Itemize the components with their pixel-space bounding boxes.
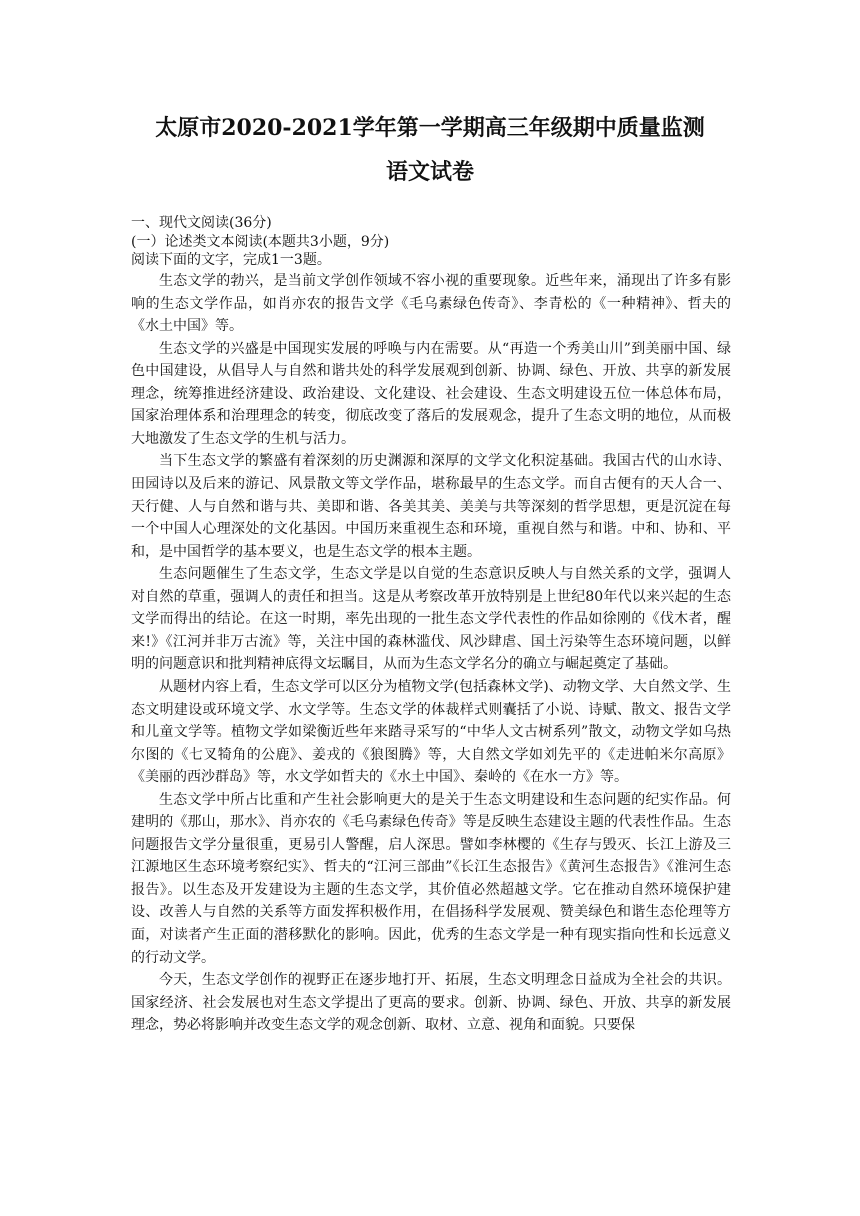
document-body [131, 214, 731, 1037]
section-heading: 一、现代文阅读(36分) [131, 215, 272, 231]
reading-instruction: 阅读下面的文字，完成1一3题。 [131, 252, 331, 269]
exam-subtitle: 语文试卷 [385, 159, 474, 185]
paragraph-4: 生态问题催生了生态文学，生态文学是以自觉的生态意识反映人与自然关系的文学，强调人对自然的草重，强调人的责任和担当。这是从考察改革开放特别是上世纪80年代以来兴起的生态文学而得出的结论。在这一时期，率先出现的一批生态文学代表性的作品如徐刚的《伐木者，醒来!》《江河并非万古流》等，关注中国的森林滥伐、风沙肆虐、国土污染等生态环境问题，以鲜明的问题意识和批判精神底得文坛瞩目，从而为生态文学名分的确立与崛起奠定了基础。 [131, 566, 731, 673]
exam-title: 太原市2020-2021学年第一学期高三年级期中质量监测 [155, 115, 705, 141]
paragraph-1: 生态文学的勃兴，是当前文学创作领域不容小视的重要现象。近些年来，涌现出了许多有影响的生态文学作品，如肖亦农的报告文学《毛乌素绿色传奇》、李青松的《一种精神》、哲夫的《水土中国》等。 [131, 273, 731, 335]
paragraph-7: 今天，生态文学创作的视野正在逐步地打开、拓展，生态文明理念日益成为全社会的共识。国家经济、社会发展也对生态文学提出了更高的要求。创新、协调、绿色、开放、共享的新发展理念，势必将影响并改变生态文学的观念创新、取材、立意、视角和面貌。只要保 [131, 972, 731, 1034]
section-subheading: (一）论述类文本阅读(本题共3小题，9分) [131, 233, 390, 250]
paragraph-3: 当下生态文学的繁盛有着深刻的历史渊源和深厚的文学文化积淀基础。我国古代的山水诗、田园诗以及后来的游记、风景散文等文学作品，堪称最早的生态文学。而自古便有的天人合一、天行健、人与自然和谐与共、美即和谐、各美其美、美美与共等深刻的哲学思想，更是沉淀在每一个中国人心理深处的文化基因。中国历来重视生态和环境，重视自然与和谐。中和、协和、平和，是中国哲学的基本要义，也是生态文学的根本主题。 [131, 453, 731, 560]
paragraph-6: 生态文学中所占比重和产生社会影响更大的是关于生态文明建设和生态问题的纪实作品。何建明的《那山，那水》、肖亦农的《毛乌素绿色传奇》等是反映生态建设主题的代表性作品。生态问题报告文学分量很重，更易引人警醒，启人深思。譬如李林樱的《生存与毁灭、长江上游及三江源地区生态环境考察纪实》、哲夫的“江河三部曲”《长江生态报告》《黄河生态报告》《淮河生态报告》。以生态及开发建设为主题的生态文学，其价值必然超越文学。它在推动自然环境保护建设、改善人与自然的关系等方面发挥积极作用，在倡扬科学发展观、赞美绿色和谐生态伦理等方面，对读者产生正面的潜移默化的影响。因此，优秀的生态文学是一种有现实指向性和长远意义的行动文学。 [131, 791, 731, 966]
paragraph-5: 从题材内容上看，生态文学可以区分为植物文学(包括森林文学)、动物文学、大自然文学、生态文明建设或环境文学、水文学等。生态文学的体裁样式则囊括了小说、诗赋、散文、报告文学和儿童文学等。植物文学如梁衡近些年来踏寻采写的“中华人文古树系列”散文，动物文学如乌热尔图的《七叉犄角的公鹿》、姜戎的《狼图腾》等，大自然文学如刘先平的《走进帕米尔高原》《美丽的西沙群岛》等，水文学如哲夫的《水土中国》、秦岭的《在水一方》等。 [131, 678, 731, 786]
paragraph-2: 生态文学的兴盛是中国现实发展的呼唤与内在需要。从“再造一个秀美山川”到美丽中国、绿色中国建设，从倡导人与自然和谐共处的科学发展观到创新、协调、绿色、开放、共享的新发展理念，统筹推进经济建设、政治建设、文化建设、社会建设、生态文明建设五位一体总体布局，国家治理体系和治理理念的转变，彻底改变了落后的发展观念，提升了生态文明的地位，从而极大地激发了生态文学的生机与活力。 [131, 340, 731, 447]
